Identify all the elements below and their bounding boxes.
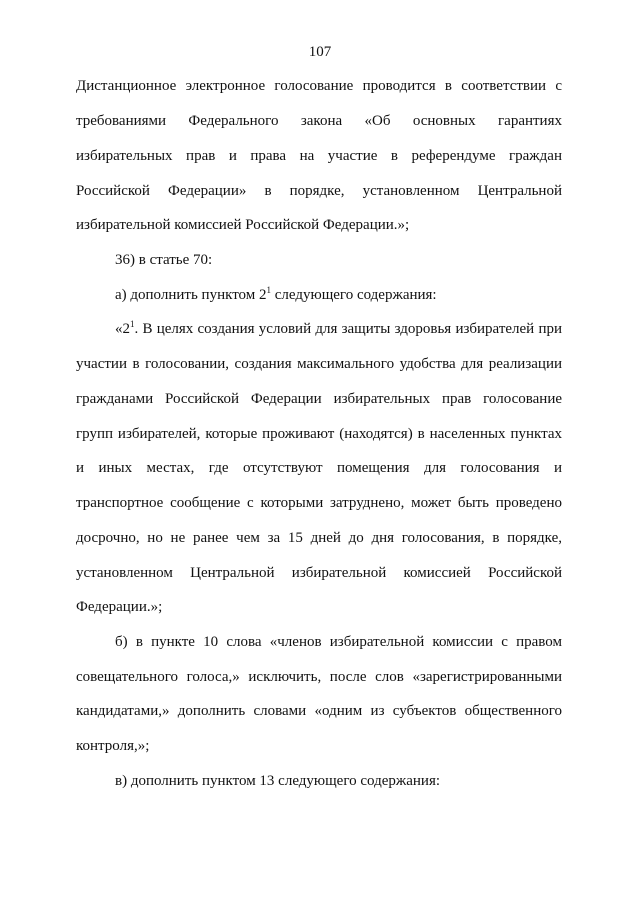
paragraph-text: следующего содержания: (271, 287, 437, 303)
paragraph-text: а) дополнить пунктом 2 (115, 287, 267, 303)
page-number: 107 (308, 44, 332, 60)
paragraph-line (115, 319, 562, 339)
paragraph-line: досрочно, но не ранее чем за 15 дней до дня голосования, в порядке, (76, 530, 562, 546)
paragraph-line: б) в пункте 10 слова «членов избирательной комиссии с правом (115, 634, 562, 650)
paragraph-line: Дистанционное электронное голосование проводится в соответствии с (76, 78, 562, 94)
paragraph-line: контроля,»; (76, 738, 150, 754)
paragraph-line: избирательной комиссией Российской Федерации.»; (76, 217, 410, 233)
paragraph-line: и иных местах, где отсутствуют помещения для голосования и (76, 460, 562, 476)
paragraph-line: участии в голосовании, создания максимального удобства для реализации (76, 356, 562, 372)
paragraph-line (115, 285, 562, 305)
paragraph-line: гражданами Российской Федерации избирательных прав голосование (76, 391, 562, 407)
paragraph-text: «2 (115, 321, 130, 337)
superscript: 1 (266, 285, 272, 295)
paragraph-line: совещательного голоса,» исключить, после слов «зарегистрированными (76, 669, 562, 685)
paragraph-line: избирательных прав и права на участие в референдуме граждан (76, 148, 562, 164)
paragraph-line: Российской Федерации» в порядке, установленном Центральной (76, 183, 562, 199)
paragraph-line: групп избирателей, которые проживают (находятся) в населенных пунктах (76, 426, 562, 442)
paragraph-line: кандидатами,» дополнить словами «одним из субъектов общественного (76, 703, 562, 719)
paragraph-line: Федерации.»; (76, 599, 163, 615)
paragraph-line: требованиями Федерального закона «Об основных гарантиях (76, 113, 562, 129)
paragraph-line: в) дополнить пунктом 13 следующего содержания: (115, 773, 441, 789)
paragraph-line: транспортное сообщение с которыми затруднено, может быть проведено (76, 495, 562, 511)
paragraph-line: установленном Центральной избирательной комиссией Российской (76, 565, 562, 581)
paragraph-text: . В целях создания условий для защиты здоровья избирателей при (134, 321, 562, 337)
superscript: 1 (130, 319, 135, 329)
paragraph-line: 36) в статье 70: (115, 252, 213, 268)
